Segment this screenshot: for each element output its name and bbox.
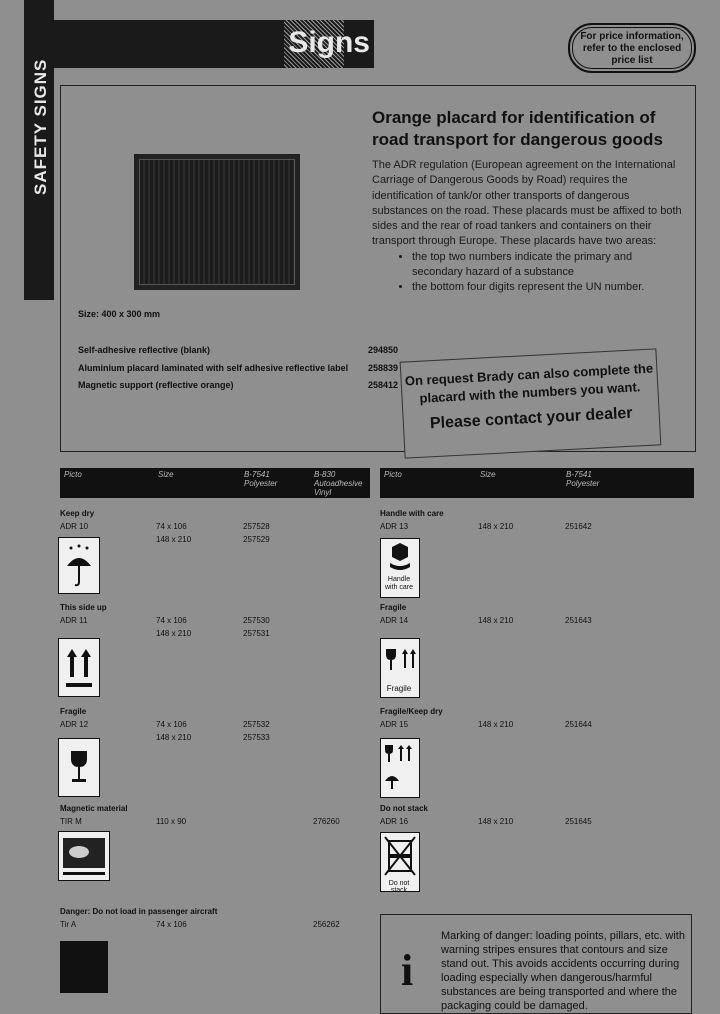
arrows-up-icon — [58, 638, 100, 697]
item-ref: 251645 — [565, 817, 592, 826]
item-ref: 257530 — [243, 616, 270, 625]
bullet-item: • the bottom four digits represent the UN number. — [412, 280, 684, 295]
item-ref: 257529 — [243, 535, 270, 544]
col-header: Picto — [64, 470, 82, 479]
page-title: Signs — [288, 26, 370, 59]
col-header: Size — [480, 470, 496, 479]
request-callout — [400, 348, 662, 458]
item-size: 148 x 210 — [478, 522, 514, 531]
item-size: 74 x 106 — [156, 720, 187, 729]
product-title: Orange placard for identification of road transport for dangerous goods — [372, 108, 663, 149]
description-bullets — [372, 250, 684, 296]
glass-icon — [58, 738, 100, 797]
umbrella-icon — [58, 537, 100, 594]
col-header: Size — [158, 470, 174, 479]
item-ref: 276260 — [313, 817, 340, 826]
item-size: 148 x 210 — [156, 733, 192, 742]
item-name: Keep dry — [60, 509, 95, 518]
col-header: Picto — [384, 470, 402, 479]
item-name: Fragile — [60, 707, 87, 716]
orange-placard-image — [134, 154, 300, 290]
left-table-header — [60, 468, 370, 498]
col-header: B-830 Autoadhesive Vinyl — [314, 470, 363, 497]
item-size: 148 x 210 — [156, 535, 192, 544]
magnet-icon — [58, 831, 110, 881]
contact-text: Please contact your dealer — [429, 404, 633, 433]
product-row-code: 258839 — [368, 363, 399, 373]
item-name: Fragile — [380, 603, 407, 612]
item-size: 74 x 106 — [156, 616, 187, 625]
side-tab-label: SAFETY SIGNS — [31, 58, 50, 195]
icon-caption: Handle with care — [384, 576, 413, 591]
col-header: B-7541 Polyester — [566, 470, 600, 488]
header-bar — [54, 20, 374, 68]
product-row-label: Magnetic support (reflective orange) — [78, 380, 234, 390]
item-ref: 257528 — [243, 522, 270, 531]
item-code: Tir A — [60, 920, 77, 929]
item-size: 74 x 106 — [156, 522, 187, 531]
product-row-code: 294850 — [368, 345, 399, 355]
price-note-text: For price information, refer to the enclosed price list — [572, 27, 692, 69]
icon-caption: Fragile — [386, 684, 412, 693]
item-ref: 251643 — [565, 616, 592, 625]
product-row-label: Self-adhesive reflective (blank) — [78, 345, 211, 355]
side-tab — [24, 0, 54, 300]
item-name: Do not stack — [380, 804, 429, 813]
product-row-label: Aluminium placard laminated with self adhesive reflective label — [78, 363, 349, 373]
product-description — [372, 158, 684, 296]
item-size: 148 x 210 — [156, 629, 192, 638]
item-code: ADR 14 — [380, 616, 409, 625]
info-box — [380, 914, 692, 1014]
info-icon: i — [401, 946, 414, 995]
col-header: B-7541 Polyester — [244, 470, 278, 488]
info-text: Marking of danger: loading points, pillars, etc. with warning stripes ensures that contours and size stand out. This avoids accidents occurring during loading especially when dangerous/harmful substances are being transported and where the packaging could be damaged. — [441, 930, 685, 1012]
item-code: ADR 11 — [60, 616, 88, 625]
fragile-keep-dry-icon — [380, 738, 420, 798]
item-code: ADR 15 — [380, 720, 409, 729]
item-ref: 251642 — [565, 522, 592, 531]
item-name: Magnetic material — [60, 804, 128, 813]
item-name: Fragile/Keep dry — [380, 707, 443, 716]
item-name: Danger: Do not load in passenger aircraft — [60, 907, 218, 916]
product-row-code: 258412 — [368, 380, 399, 390]
item-size: 148 x 210 — [478, 616, 514, 625]
price-note-badge — [568, 23, 696, 73]
item-code: ADR 12 — [60, 720, 89, 729]
description-text: The ADR regulation (European agreement on the International Carriage of Dangerous Goods by Road) requires the identification of tank/or other transports of dangerous substances on the road. These placards must be affixed to both sides and the rear of road tankers and containers on their transport through Europe. These placards have two areas: — [372, 159, 682, 248]
product-row — [78, 345, 398, 355]
request-text: On request Brady can also complete the placard with the numbers you want. — [404, 360, 654, 406]
item-name: This side up — [60, 603, 107, 612]
item-name: Handle with care — [380, 509, 444, 518]
item-code: TIR M — [60, 817, 82, 826]
product-row — [78, 363, 398, 373]
aircraft-icon — [60, 941, 108, 993]
item-ref: 257532 — [243, 720, 270, 729]
item-ref: 251644 — [565, 720, 592, 729]
item-code: ADR 13 — [380, 522, 409, 531]
product-row — [78, 380, 398, 390]
item-size: 110 x 90 — [156, 817, 187, 826]
item-size: 74 x 106 — [156, 920, 187, 929]
item-code: ADR 16 — [380, 817, 409, 826]
item-ref: 256262 — [313, 920, 340, 929]
item-size: 148 x 210 — [478, 817, 514, 826]
icon-caption: Do not stack — [388, 880, 410, 894]
item-code: ADR 10 — [60, 522, 89, 531]
right-table-header — [380, 468, 694, 498]
item-ref: 257533 — [243, 733, 270, 742]
bullet-item: • the top two numbers indicate the primary and secondary hazard of a substance — [412, 250, 684, 281]
item-size: 148 x 210 — [478, 720, 514, 729]
item-ref: 257531 — [243, 629, 270, 638]
placard-size: Size: 400 x 300 mm — [78, 309, 161, 319]
